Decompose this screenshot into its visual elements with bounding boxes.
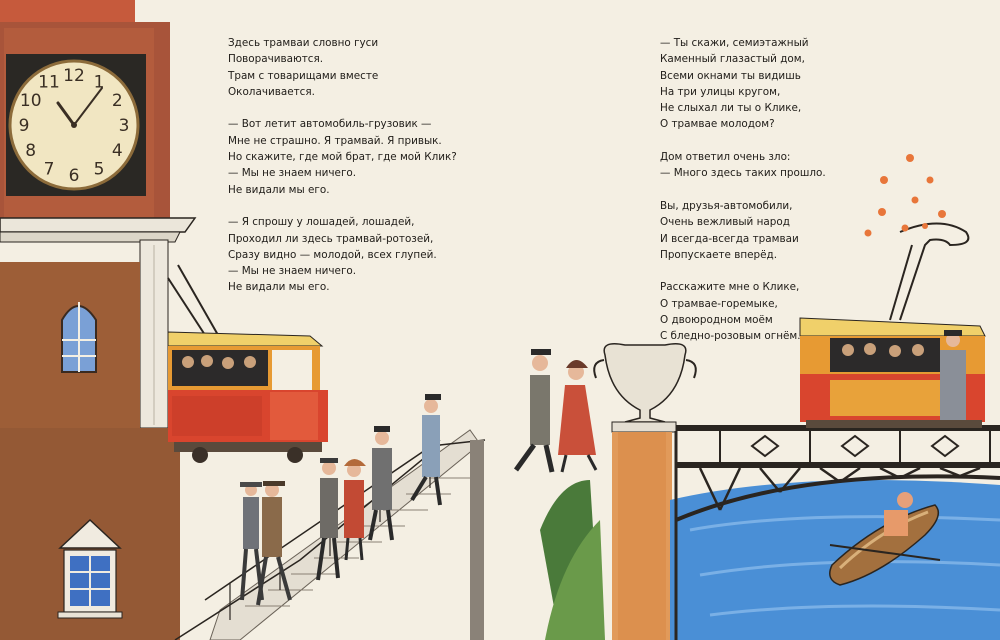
- clock-numeral: 12: [63, 66, 85, 86]
- clock-numeral: 10: [19, 91, 42, 111]
- clock-numeral: 5: [93, 159, 105, 180]
- poem-line: — Вот летит автомобиль-грузовик —: [228, 118, 432, 131]
- clock-numeral: 4: [111, 141, 123, 161]
- poem-line: Не слыхал ли ты о Клике,: [660, 102, 802, 115]
- poem-line: Проходил ли здесь трамвай-ротозей,: [228, 232, 434, 245]
- poem-line: Каменный глазастый дом,: [660, 53, 805, 66]
- poem-line: Трам с товарищами вместе: [228, 69, 379, 82]
- poem-line: — Ты скажи, семиэтажный: [660, 37, 809, 49]
- clock-numeral: 11: [38, 72, 60, 93]
- poem-line: — Мы не знаем ничего.: [228, 167, 357, 180]
- poem-line: И всегда-всегда трамваи: [660, 232, 799, 245]
- poem-stanza: [660, 35, 826, 133]
- poem-line: На три улицы кругом,: [660, 85, 781, 98]
- poem-line: Но скажите, где мой брат, где мой Клик?: [228, 151, 457, 164]
- clock-face: [6, 54, 146, 196]
- poem-line: Дом ответил очень зло:: [660, 151, 791, 164]
- poem-right-column: [660, 35, 826, 361]
- poem-stanza: [660, 279, 826, 344]
- clock-numeral: 9: [18, 116, 30, 136]
- clock-numeral: 8: [25, 141, 37, 161]
- poem-line: Мне не страшно. Я трамвай. Я привык.: [228, 134, 442, 147]
- poem-line: Не видали мы его.: [228, 183, 330, 196]
- poem-stanza: [660, 198, 826, 263]
- poem-line: Сразу видно — молодой, всех глупей.: [228, 248, 437, 261]
- poem-line: Вы, друзья-автомобили,: [660, 199, 793, 212]
- clock-numeral: 3: [118, 116, 130, 136]
- poem-line: — Я спрошу у лошадей, лошадей,: [228, 216, 415, 229]
- clock-numeral: 6: [68, 166, 80, 186]
- clock-numeral: 1: [93, 72, 105, 93]
- poem-line: — Много здесь таких прошло.: [660, 167, 826, 180]
- poem-stanza: [228, 116, 457, 197]
- poem-line: Здесь трамваи словно гуси: [228, 37, 379, 49]
- poem-stanza: [228, 35, 457, 100]
- poem-line: О трамвае-горемыке,: [660, 297, 778, 310]
- poem-stanza: [660, 149, 826, 182]
- poem-line: Очень вежливый народ: [660, 216, 790, 229]
- clock-numeral: 7: [43, 159, 55, 180]
- poem-line: Расскажите мне о Клике,: [660, 281, 800, 294]
- poem-line: О трамвае молодом?: [660, 118, 775, 131]
- poem-line: Околачивается.: [228, 85, 315, 98]
- tram-right: [800, 224, 985, 429]
- poem-line: Не видали мы его.: [228, 281, 330, 294]
- poem-line: С бледно-розовым огнём.: [660, 330, 801, 343]
- clock-numeral: 2: [111, 91, 123, 111]
- walking-couple: [516, 349, 596, 472]
- poem-line: Пропускаете вперёд.: [660, 248, 777, 261]
- poem-line: О двоюродном моём: [660, 314, 773, 327]
- poem-line: Поворачиваются.: [228, 53, 324, 66]
- poem-line: — Мы не знаем ничего.: [228, 265, 357, 278]
- poem-left-column: [228, 35, 457, 312]
- poem-line: Всеми окнами ты видишь: [660, 69, 801, 82]
- poem-stanza: [228, 214, 457, 295]
